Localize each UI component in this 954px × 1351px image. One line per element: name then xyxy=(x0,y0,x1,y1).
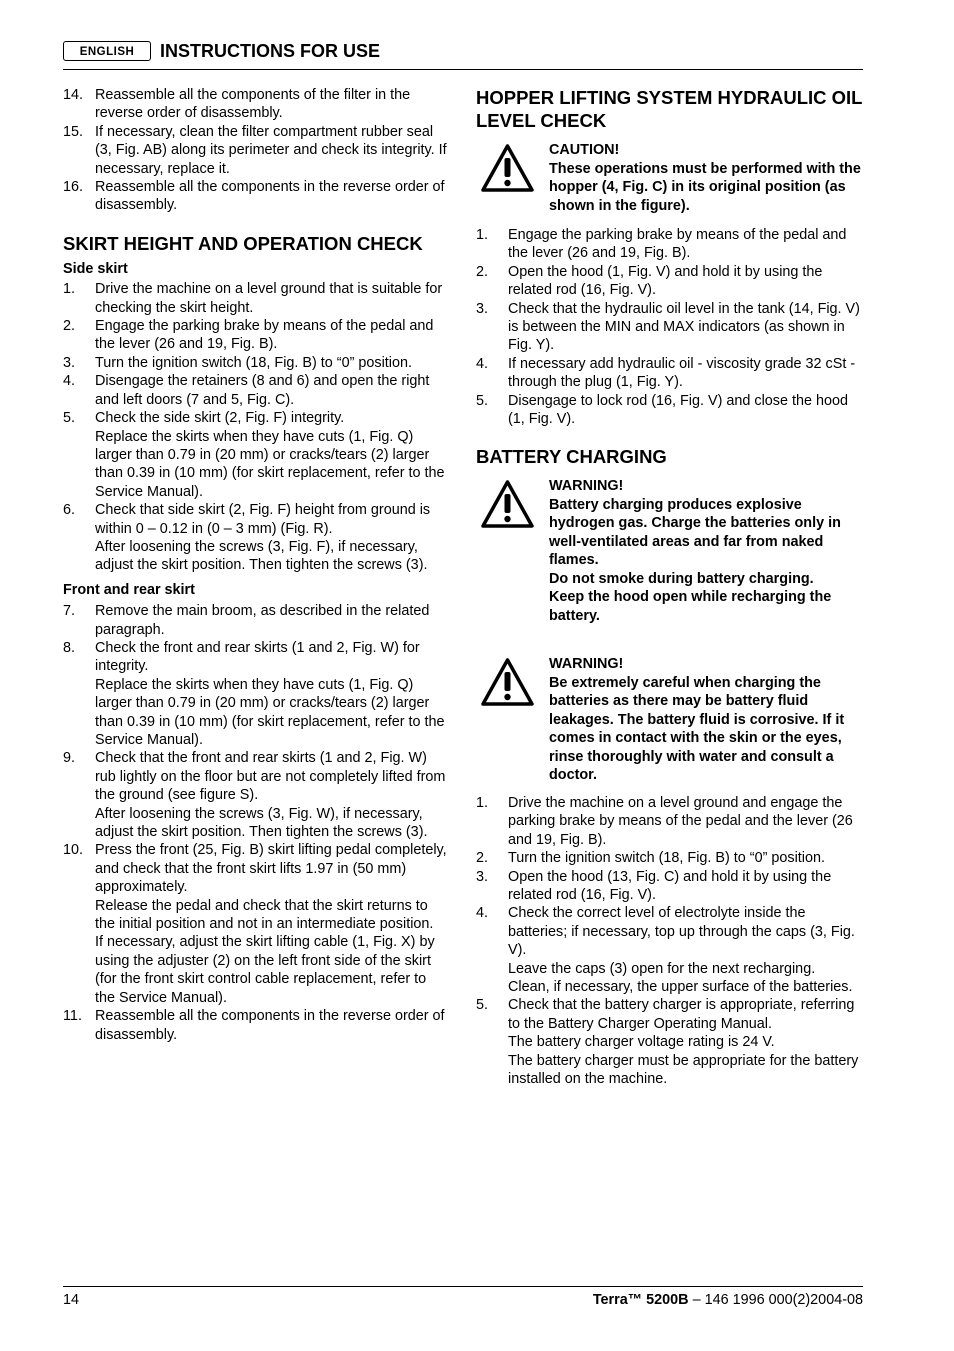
front-rear-skirt-subheading: Front and rear skirt xyxy=(63,581,195,598)
warning-paragraph: Be extremely careful when charging the batteries as there may be battery fluid leakages. The battery fluid is corrosive. If it comes in contact with the skin or the eyes, rinse thoroughly with water and consult a doctor. xyxy=(549,674,845,784)
item-text: Replace the skirts when they have cuts (1, Fig. Q) larger than 0.79 in (20 mm) or cracks/tears (2) larger than 0.39 in (10 mm) (for skirt replacement, refer to the Service Manual). xyxy=(95,676,445,748)
item-number: 7. xyxy=(63,603,76,620)
language-badge: ENGLISH xyxy=(63,41,151,61)
page-header xyxy=(63,40,863,70)
item-text: Drive the machine on a level ground that is suitable for checking the skirt height. xyxy=(95,281,443,316)
item-text: Reassemble all the components in the reverse order of disassembly. xyxy=(95,1008,445,1043)
item-text: Release the pedal and check that the skirt returns to the initial position and not in an intermediate position. xyxy=(95,897,434,933)
list-item xyxy=(63,354,448,372)
item-number: 3. xyxy=(63,354,76,371)
item-text: The battery charger must be appropriate for the battery installed on the machine. xyxy=(508,1052,859,1088)
item-number: 3. xyxy=(476,868,489,885)
item-number: 4. xyxy=(476,905,489,922)
item-text: Check the side skirt (2, Fig. F) integrity. xyxy=(95,410,345,427)
side-skirt-steps-list xyxy=(63,280,448,575)
document-code: – 146 1996 000(2)2004-08 xyxy=(692,1292,863,1308)
list-item xyxy=(63,602,448,639)
item-text: Press the front (25, Fig. B) skirt lifting pedal completely, and check that the front skirt lifts 1.97 in (50 mm) approximately. xyxy=(95,842,447,896)
item-number: 4. xyxy=(476,355,489,372)
item-number: 16. xyxy=(63,179,84,196)
item-text: Check that the front and rear skirts (1 and 2, Fig. W) rub lightly on the floor but are not completely lifted from the ground (see figure S). xyxy=(95,750,446,804)
list-item xyxy=(476,996,863,1088)
list-item xyxy=(476,226,863,263)
caution-label: CAUTION! xyxy=(549,142,620,158)
item-text: Engage the parking brake by means of the pedal and the lever (26 and 19, Fig. B). xyxy=(508,227,847,262)
list-item xyxy=(63,501,448,575)
list-item xyxy=(63,372,448,409)
item-text: If necessary add hydraulic oil - viscosity grade 32 cSt - through the plug (1, Fig. Y). xyxy=(508,355,856,391)
caution-text xyxy=(549,160,863,216)
hydraulic-steps-list xyxy=(476,226,863,428)
item-number: 2. xyxy=(476,263,489,280)
item-number: 1. xyxy=(63,281,76,298)
list-item xyxy=(63,409,448,501)
list-item xyxy=(476,849,863,867)
item-number: 4. xyxy=(63,373,76,390)
list-item xyxy=(63,749,448,841)
item-text: Check that the battery charger is appropriate, referring to the Battery Charger Operating Manual. xyxy=(508,997,855,1032)
list-item xyxy=(63,317,448,354)
item-number: 1. xyxy=(476,794,489,811)
warning-text xyxy=(549,674,863,785)
front-rear-skirt-steps-list xyxy=(63,602,448,1044)
warning-triangle-icon xyxy=(480,479,535,529)
item-text: If necessary, adjust the skirt lifting cable (1, Fig. X) by using the adjuster (2) on the left front side of the skirt (for the front skirt control cable replacement, refer to the Service Manual). xyxy=(95,934,435,1006)
list-item xyxy=(476,794,863,849)
page-number: 14 xyxy=(63,1292,80,1308)
list-item xyxy=(476,263,863,300)
warning-paragraph: Do not smoke during battery charging. xyxy=(549,570,814,587)
caution-box xyxy=(476,141,863,215)
item-text: Replace the skirts when they have cuts (1, Fig. Q) larger than 0.79 in (20 mm) or cracks/tears (2) larger than 0.39 in (10 mm) (for skirt replacement, refer to the Service Manual). xyxy=(95,428,445,500)
list-item xyxy=(63,86,448,123)
item-text: Clean, if necessary, the upper surface of the batteries. xyxy=(508,979,853,996)
item-number: 14. xyxy=(63,87,84,103)
item-number: 5. xyxy=(476,997,489,1014)
filter-steps-list xyxy=(63,86,448,215)
warning-paragraph: These operations must be performed with the hopper (4, Fig. C) in its original position (as shown in the figure). xyxy=(549,160,861,214)
item-text: Reassemble all the components of the filter in the reverse order of disassembly. xyxy=(95,87,411,122)
item-text: After loosening the screws (3, Fig. W), if necessary, adjust the skirt position. Then tighten the screws (3). xyxy=(95,805,428,841)
item-text: Open the hood (1, Fig. V) and hold it by using the related rod (16, Fig. V). xyxy=(508,263,823,299)
warning-paragraph: Battery charging produces explosive hydrogen gas. Charge the batteries only in well-ventilated areas and far from naked flames. xyxy=(549,496,841,569)
item-number: 11. xyxy=(63,1008,82,1025)
item-text: Disengage to lock rod (16, Fig. V) and close the hood (1, Fig. V). xyxy=(508,392,848,428)
warning-triangle-icon xyxy=(480,143,535,193)
list-item xyxy=(63,639,448,749)
page-footer xyxy=(63,1286,863,1308)
item-number: 15. xyxy=(63,123,84,140)
item-text: Disengage the retainers (8 and 6) and open the right and left doors (7 and 5, Fig. C). xyxy=(95,373,430,408)
item-number: 5. xyxy=(476,392,489,409)
battery-section-heading: BATTERY CHARGING xyxy=(476,446,667,468)
item-number: 5. xyxy=(63,410,76,427)
item-text: Drive the machine on a level ground and engage the parking brake by means of the pedal and the lever (26 and 19, Fig. B). xyxy=(508,794,853,848)
warning-text xyxy=(549,496,863,626)
item-text: Check the correct level of electrolyte inside the batteries; if necessary, top up through the caps (3, Fig. V). xyxy=(508,905,855,959)
item-number: 2. xyxy=(476,850,489,867)
item-text: Engage the parking brake by means of the pedal and the lever (26 and 19, Fig. B). xyxy=(95,318,434,353)
left-column xyxy=(63,86,448,1044)
item-number: 1. xyxy=(476,227,489,243)
list-item xyxy=(476,355,863,392)
item-text: Remove the main broom, as described in the related paragraph. xyxy=(95,603,430,638)
item-number: 3. xyxy=(476,300,489,317)
item-number: 9. xyxy=(63,750,76,767)
item-number: 10. xyxy=(63,842,84,859)
warning-paragraph: Keep the hood open while recharging the battery. xyxy=(549,589,832,624)
item-text: Reassemble all the components in the reverse order of disassembly. xyxy=(95,179,445,214)
item-text: After loosening the screws (3, Fig. F), if necessary, adjust the skirt position. Then tighten the screws (3). xyxy=(95,538,428,574)
document-reference xyxy=(593,1292,863,1308)
list-item xyxy=(63,1007,448,1044)
list-item xyxy=(476,904,863,996)
item-text: Turn the ignition switch (18, Fig. B) to “0” position. xyxy=(508,850,825,867)
item-number: 6. xyxy=(63,502,76,519)
list-item xyxy=(63,841,448,1007)
item-text: The battery charger voltage rating is 24 V. xyxy=(508,1034,775,1051)
right-column xyxy=(476,86,863,1088)
warning-box-battery-fluid xyxy=(476,655,863,785)
list-item xyxy=(63,178,448,215)
list-item xyxy=(476,868,863,905)
list-item xyxy=(476,392,863,429)
list-item xyxy=(63,123,448,178)
skirt-section-heading: SKIRT HEIGHT AND OPERATION CHECK xyxy=(63,232,423,254)
side-skirt-subheading: Side skirt xyxy=(63,260,128,277)
item-text: Turn the ignition switch (18, Fig. B) to “0” position. xyxy=(95,354,412,371)
battery-steps-list xyxy=(476,794,863,1089)
item-text: Leave the caps (3) open for the next recharging. xyxy=(508,960,816,977)
item-text: Check that side skirt (2, Fig. F) height from ground is within 0 – 0.12 in (0 – 3 mm) (Fig. R). xyxy=(95,502,431,537)
page-title: INSTRUCTIONS FOR USE xyxy=(160,41,381,61)
item-text: If necessary, clean the filter compartment rubber seal (3, Fig. AB) along its perimeter and check its integrity. If necessary, replace it. xyxy=(95,123,447,177)
item-number: 8. xyxy=(63,639,76,656)
item-number: 2. xyxy=(63,318,76,335)
item-text: Check the front and rear skirts (1 and 2, Fig. W) for integrity. xyxy=(95,639,420,675)
warning-box-explosive-gas xyxy=(476,477,863,625)
warning-triangle-icon xyxy=(480,657,535,707)
warning-label: WARNING! xyxy=(549,478,624,495)
item-text: Check that the hydraulic oil level in the tank (14, Fig. V) is between the MIN and MAX indicators (as shown in Fig. Y). xyxy=(508,300,860,354)
model-name: Terra™ 5200B xyxy=(592,1292,689,1308)
warning-label: WARNING! xyxy=(549,656,624,673)
list-item xyxy=(476,300,863,355)
list-item xyxy=(63,280,448,317)
item-text: Open the hood (13, Fig. C) and hold it by using the related rod (16, Fig. V). xyxy=(508,868,832,903)
hydraulic-section-heading: HOPPER LIFTING SYSTEM HYDRAULIC OIL LEVEL CHECK xyxy=(476,87,863,131)
